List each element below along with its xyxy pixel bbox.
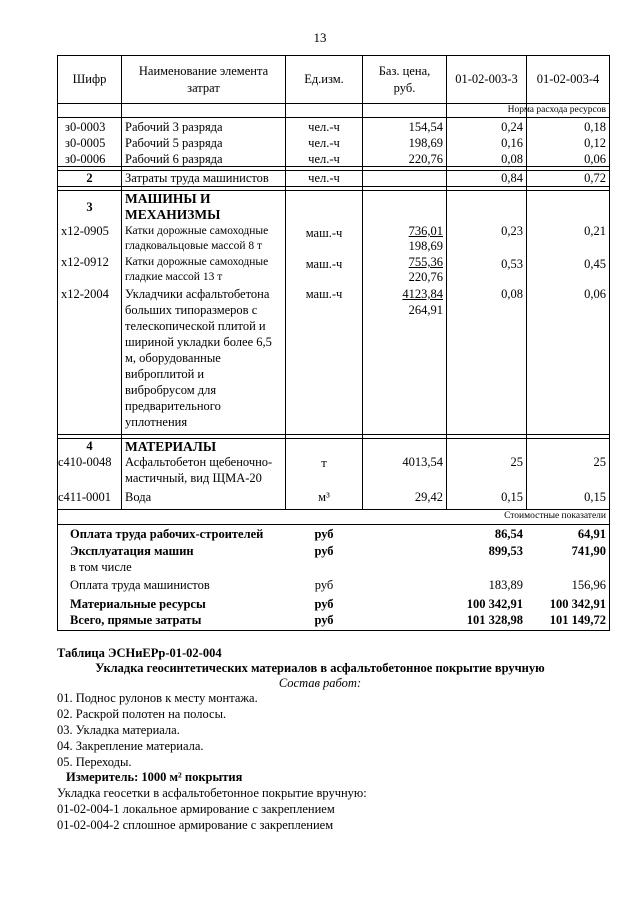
total-label: Оплата труда рабочих-строителей (70, 527, 264, 541)
machine-code: х12-2004 (61, 287, 109, 301)
worker-price: 154,54 (408, 120, 443, 134)
worker-name: Рабочий 6 разряда (125, 152, 223, 166)
material-v4: 25 (593, 455, 606, 469)
material-price: 29,42 (414, 490, 443, 504)
section-3-name-line1: МАШИНЫ И (125, 191, 211, 206)
description: Укладка геосетки в асфальтобетонное покрытие вручную: (57, 786, 367, 800)
worker-v4: 0,12 (584, 136, 606, 150)
machine-name-line: шириной укладки более 6,5 (125, 335, 272, 349)
worker-v4: 0,18 (584, 120, 606, 134)
total-label: Всего, прямые затраты (70, 613, 202, 627)
total-unit: руб (314, 597, 334, 611)
material-name: Вода (125, 490, 152, 504)
worker-code: з0-0005 (65, 136, 106, 150)
machine-v3: 0,23 (501, 224, 523, 238)
worker-v3: 0,24 (501, 120, 523, 134)
table-line (57, 524, 610, 525)
material-v4: 0,15 (584, 490, 606, 504)
worker-price: 220,76 (408, 152, 443, 166)
machine-name-line: м, оборудованные (125, 351, 221, 365)
total-label: Оплата труда машинистов (70, 578, 210, 592)
machine-code: х12-0905 (61, 224, 109, 238)
machine-name-line: уплотнения (125, 415, 188, 429)
header-col3: 01-02-003-3 (455, 72, 518, 86)
machine-name-line1: Катки дорожные самоходные (125, 225, 269, 237)
work-item: 03. Укладка материала. (57, 723, 180, 737)
work-item: 01. Поднос рулонов к месту монтажа. (57, 691, 258, 705)
worker-v3: 0,16 (501, 136, 523, 150)
table-line (57, 55, 610, 56)
machine-name-line1: Катки дорожные самоходные (125, 256, 269, 268)
header-price-line1: Баз. цена, (378, 64, 431, 78)
material-v3: 25 (510, 455, 523, 469)
table-title: Таблица ЭСНиЕРр-01-02-004 (57, 646, 222, 660)
total-v3: 86,54 (494, 527, 523, 541)
table-line (57, 186, 610, 187)
section-2-v3: 0,84 (501, 171, 523, 185)
material-unit: т (321, 456, 327, 470)
machine-price-2: 198,69 (408, 239, 443, 253)
total-v4: 741,90 (571, 544, 606, 558)
table-line (57, 434, 610, 435)
section-3-number: 3 (86, 200, 93, 214)
table-col-line (121, 55, 122, 510)
machine-name-line: вибробрусом для (125, 383, 217, 397)
machine-name-line: виброплитой и (125, 367, 205, 381)
worker-unit: чел.-ч (308, 120, 340, 134)
material-v3: 0,15 (501, 490, 523, 504)
total-label: в том числе (70, 560, 132, 574)
machine-price-2: 220,76 (408, 270, 443, 284)
material-code: с411-0001 (58, 490, 111, 504)
machine-v3: 0,53 (501, 257, 523, 271)
machine-unit: маш.-ч (305, 287, 343, 301)
work-item: 02. Раскрой полотен на полосы. (57, 707, 227, 721)
worker-v4: 0,06 (584, 152, 606, 166)
total-label: Эксплуатация машин (70, 544, 194, 558)
worker-unit: чел.-ч (308, 152, 340, 166)
total-unit: руб (314, 527, 334, 541)
section-2-v4: 0,72 (584, 171, 606, 185)
header-name-line2: затрат (187, 81, 220, 95)
worker-v3: 0,08 (501, 152, 523, 166)
machine-v3: 0,08 (501, 287, 523, 301)
material-name-line2: мастичный, вид ЩМА-20 (125, 471, 262, 485)
machine-unit: маш.-ч (305, 226, 343, 240)
total-label: Материальные ресурсы (70, 597, 206, 611)
material-name-line1: Асфальтобетон щебеночно- (125, 455, 273, 469)
total-v3: 183,89 (488, 578, 523, 592)
material-code: с410-0048 (58, 455, 112, 469)
machine-price: 736,01 (408, 224, 443, 238)
machine-v4: 0,21 (584, 224, 606, 238)
section-2-name: Затраты труда машинистов (125, 171, 269, 185)
total-v4: 100 342,91 (549, 597, 606, 611)
machine-price: 4123,84 (402, 287, 443, 301)
table-subtitle: Укладка геосинтетических материалов в асфальтобетонное покрытие вручную (95, 661, 545, 675)
machine-code: х12-0912 (61, 255, 109, 269)
header-code: Шифр (72, 72, 107, 86)
header-name-line1: Наименование элемента (138, 64, 269, 78)
header-unit: Ед.изм. (304, 72, 344, 86)
total-v4: 101 149,72 (549, 613, 606, 627)
work-item: 05. Переходы. (57, 755, 132, 769)
worker-name: Рабочий 5 разряда (125, 136, 223, 150)
machine-unit: маш.-ч (305, 257, 343, 271)
machine-name-line: больших типоразмеров с (125, 303, 258, 317)
total-v4: 64,91 (577, 527, 606, 541)
machine-name-line: Укладчики асфальтобетона (125, 287, 270, 301)
machine-name-line: предварительного (125, 399, 221, 413)
worker-code: з0-0006 (65, 152, 106, 166)
page-number: 13 (313, 30, 327, 45)
worker-unit: чел.-ч (308, 136, 340, 150)
section-4-name: МАТЕРИАЛЫ (125, 439, 217, 454)
work-item: 04. Закрепление материала. (57, 739, 204, 753)
table-border-left (57, 55, 58, 631)
section-2-unit: чел.-ч (308, 171, 340, 185)
section-3-name-line2: МЕХАНИЗМЫ (125, 207, 221, 222)
total-v4: 156,96 (571, 578, 606, 592)
material-price: 4013,54 (402, 455, 443, 469)
measure: Измеритель: 1000 м² покрытия (66, 770, 243, 784)
worker-price: 198,69 (408, 136, 443, 150)
total-v3: 101 328,98 (466, 613, 523, 627)
header-price-line2: руб. (393, 81, 416, 95)
section-4-number: 4 (86, 439, 93, 453)
total-unit: руб (314, 544, 334, 558)
total-v3: 899,53 (488, 544, 523, 558)
item: 01-02-004-2 сплошное армирование с закреплением (57, 818, 334, 832)
item: 01-02-004-1 локальное армирование с закреплением (57, 802, 335, 816)
cost-label: Стоимостные показатели (504, 511, 606, 521)
total-v3: 100 342,91 (466, 597, 523, 611)
table-line (57, 117, 610, 118)
machine-name-line2: гладковальцовые массой 8 т (125, 240, 263, 252)
worker-name: Рабочий 3 разряда (125, 120, 223, 134)
header-col4: 01-02-003-4 (536, 72, 600, 86)
worker-code: з0-0003 (65, 120, 106, 134)
table-line (57, 630, 610, 631)
machine-name-line2: гладкие массой 13 т (125, 271, 223, 283)
machine-v4: 0,06 (584, 287, 606, 301)
works-title: Состав работ: (278, 676, 362, 690)
table-border-right (609, 55, 610, 631)
material-unit: м³ (318, 490, 330, 504)
machine-price: 755,36 (408, 255, 443, 269)
total-unit: руб (314, 578, 334, 592)
norm-label: Норма расхода ресурсов (507, 105, 606, 115)
machine-price-2: 264,91 (408, 303, 443, 317)
machine-name-line: телескопической плитой и (125, 319, 266, 333)
total-unit: руб (314, 613, 334, 627)
machine-v4: 0,45 (584, 257, 606, 271)
section-2-number: 2 (86, 171, 93, 185)
